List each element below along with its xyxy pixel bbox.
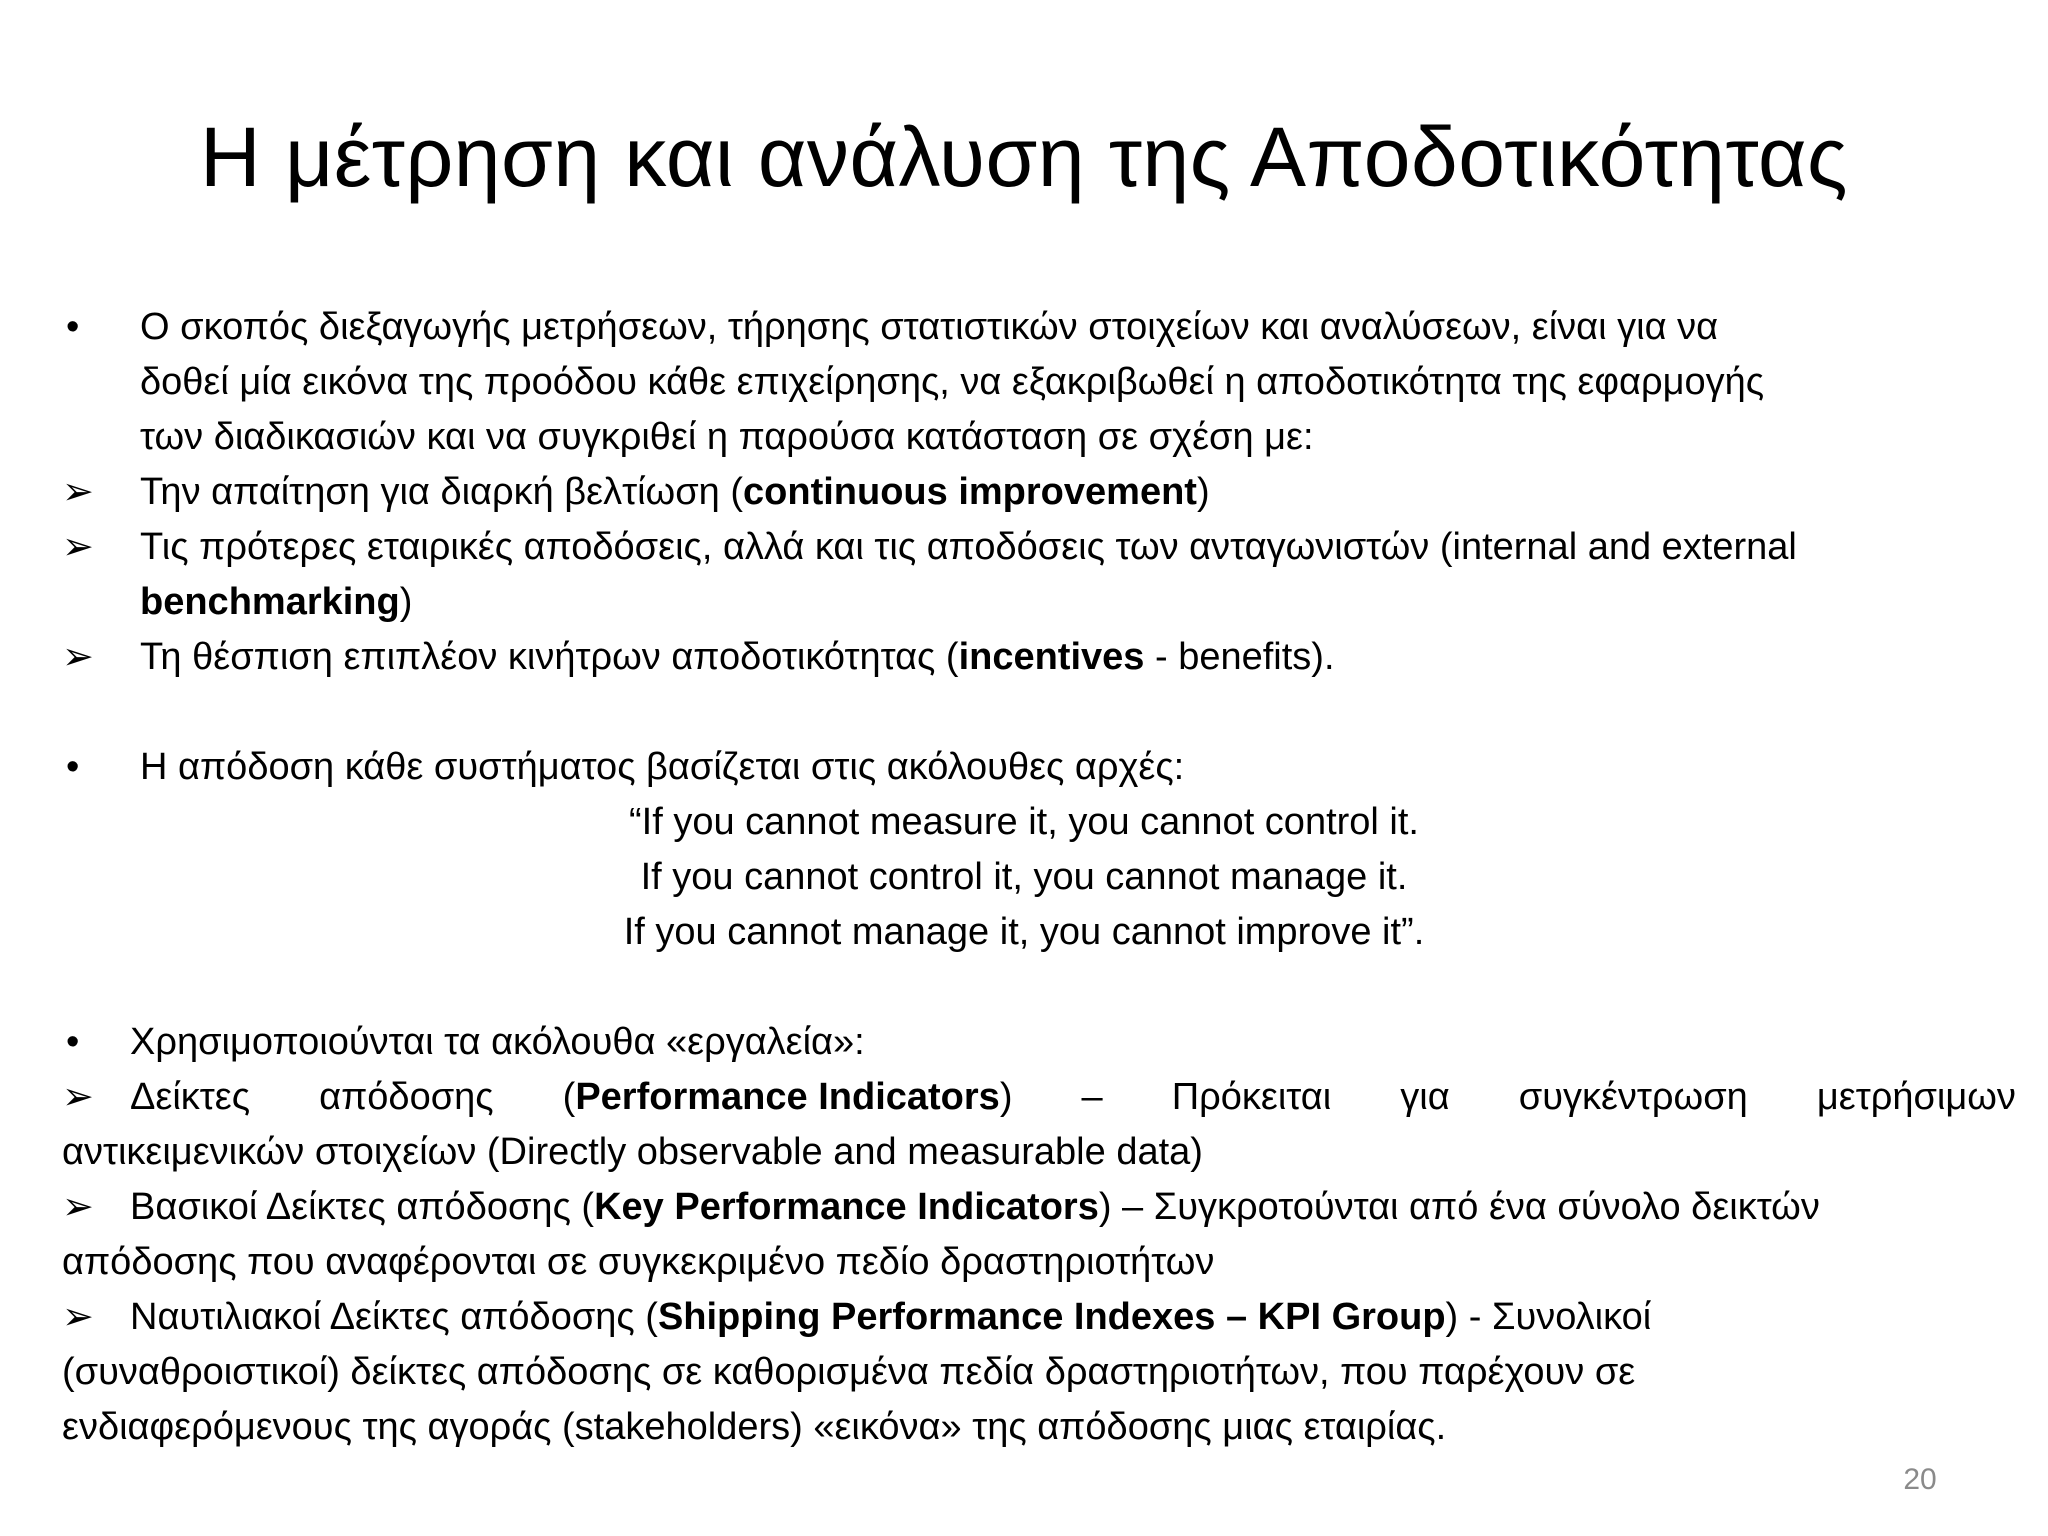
section1-line2: δοθεί μία εικόνα της προόδου κάθε επιχείρησης, να εξακριβωθεί η αποδοτικότητα της εφαρμογής: [140, 361, 1765, 403]
quote-line-1: “If you cannot measure it, you cannot control it.: [629, 801, 1419, 843]
paren-close: ): [999, 1076, 1013, 1118]
section1-line1: Ο σκοπός διεξαγωγής μετρήσεων, τήρησης στατιστικών στοιχείων και αναλύσεων, είναι για να: [140, 306, 1719, 348]
tool1-word: Πρόκειται: [1171, 1076, 1332, 1118]
item-bold-term: Performance Indicators: [575, 1076, 1000, 1118]
section1-line3: των διαδικασιών και να συγκριθεί η παρούσα κατάσταση σε σχέση με:: [140, 416, 1314, 458]
arrow-bullet-icon: ➢: [62, 471, 94, 513]
item-text: - benefits).: [1144, 636, 1335, 678]
page-number: 20: [1903, 1463, 1937, 1496]
tool1-term: [563, 1070, 1013, 1125]
item-bold-term: continuous improvement: [743, 471, 1197, 513]
quote-line-3: If you cannot manage it, you cannot improve it”.: [623, 911, 1425, 953]
bullet-marker: •: [66, 1021, 80, 1063]
section2-intro: Η απόδοση κάθε συστήματος βασίζεται στις ακόλουθες αρχές:: [140, 746, 1185, 788]
item-bold-term: Key Performance Indicators: [594, 1186, 1099, 1228]
section1-item3: [140, 630, 1335, 685]
tool1-word: απόδοσης: [319, 1076, 494, 1118]
tool3-line2: (συναθροιστικοί) δείκτες απόδοσης σε καθορισμένα πεδία δραστηριοτήτων, που παρέχουν σε: [62, 1351, 1636, 1393]
section3-intro: Χρησιμοποιούνται τα ακόλουθα «εργαλεία»:: [130, 1021, 865, 1063]
item-text: Τη θέσπιση επιπλέον κινήτρων αποδοτικότητας (: [140, 636, 959, 678]
tool1-line2: αντικειμενικών στοιχείων (Directly observable and measurable data): [62, 1131, 1203, 1173]
tool2-line1: [130, 1180, 2016, 1235]
item-bold-term: benchmarking: [140, 581, 400, 623]
bullet-marker: •: [66, 306, 80, 348]
item-bold-term: incentives: [958, 636, 1145, 678]
paren-open: (: [562, 1076, 576, 1118]
arrow-bullet-icon: ➢: [62, 526, 94, 568]
item-text: Βασικοί Δείκτες απόδοσης (: [130, 1186, 595, 1228]
arrow-bullet-icon: ➢: [62, 1296, 94, 1338]
item-text: ): [399, 581, 413, 623]
tool1-dash: –: [1081, 1076, 1103, 1118]
item-text: ): [1196, 471, 1210, 513]
item-bold-term: Shipping Performance Indexes – KPI Group: [657, 1296, 1446, 1338]
item-text: ) - Συνολικοί: [1445, 1296, 1652, 1338]
tool2-line2: απόδοσης που αναφέρονται σε συγκεκριμένο πεδίο δραστηριοτήτων: [62, 1241, 1215, 1283]
tool3-line3: ενδιαφερόμενους της αγοράς (stakeholders) «εικόνα» της απόδοσης μιας εταιρίας.: [62, 1406, 1447, 1448]
bullet-marker: •: [66, 746, 80, 788]
tool1-word: συγκέντρωση: [1518, 1076, 1748, 1118]
section1-item1: [140, 465, 1210, 520]
tool1-word: Δείκτες: [130, 1076, 251, 1118]
arrow-bullet-icon: ➢: [62, 636, 94, 678]
slide-title: Η μέτρηση και ανάλυση της Αποδοτικότητας: [199, 110, 1849, 204]
section1-item2-line2: [140, 575, 412, 630]
item-text: ) – Συγκροτούνται από ένα σύνολο δεικτών: [1098, 1186, 1820, 1228]
tool2-text: [130, 1180, 1820, 1235]
section1-item2-line1: Τις πρότερες εταιρικές αποδόσεις, αλλά και τις αποδόσεις των ανταγωνιστών (internal and external: [140, 526, 1797, 568]
item-text: Την απαίτηση για διαρκή βελτίωση (: [140, 471, 744, 513]
tool1-word: μετρήσιμων: [1816, 1076, 2016, 1118]
quote-line-2: If you cannot control it, you cannot manage it.: [640, 856, 1408, 898]
tool1-line1: [130, 1070, 2016, 1125]
arrow-bullet-icon: ➢: [62, 1076, 94, 1118]
item-text: Ναυτιλιακοί Δείκτες απόδοσης (: [130, 1296, 658, 1338]
tool3-line1: [130, 1290, 1651, 1345]
arrow-bullet-icon: ➢: [62, 1186, 94, 1228]
tool1-word: για: [1400, 1076, 1450, 1118]
